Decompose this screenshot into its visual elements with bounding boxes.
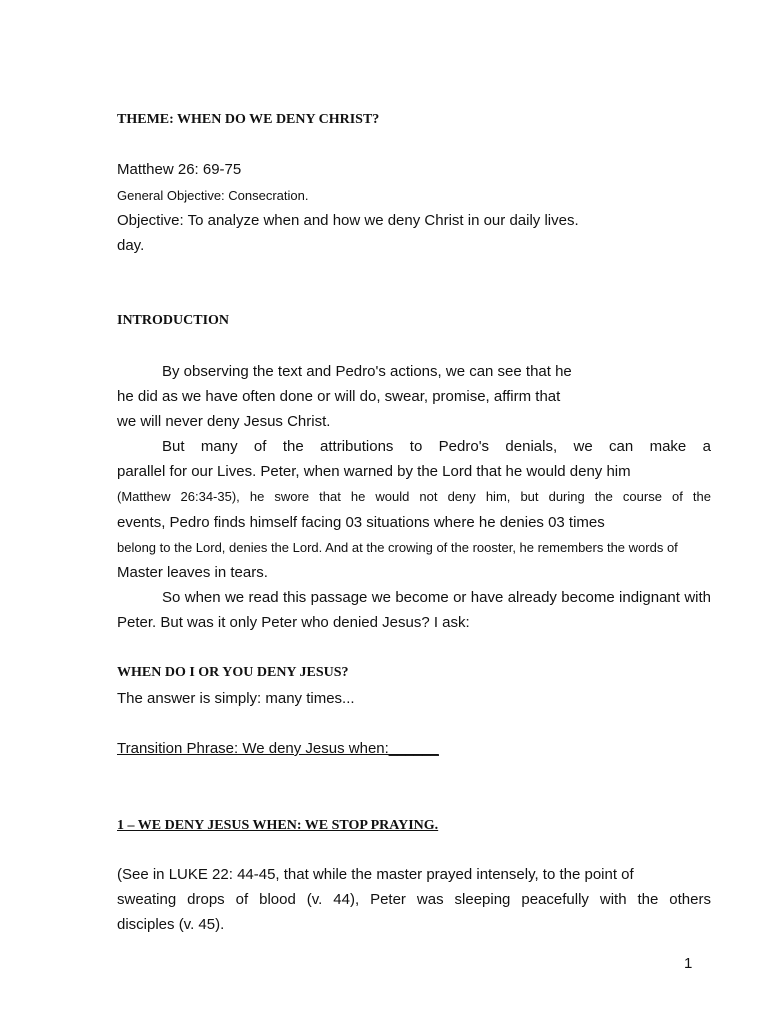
- section-1-line: (See in LUKE 22: 44-45, that while the master prayed intensely, to the point of: [117, 866, 634, 883]
- intro-paragraph-line: events, Pedro finds himself facing 03 situations where he denies 03 times: [117, 514, 605, 531]
- page-number: 1: [684, 955, 693, 972]
- theme-heading: THEME: WHEN DO WE DENY CHRIST?: [117, 112, 380, 127]
- introduction-heading: INTRODUCTION: [117, 313, 230, 328]
- intro-paragraph-line: he did as we have often done or will do, swear, promise, affirm that: [117, 388, 561, 405]
- intro-paragraph-line: (Matthew 26:34-35), he swore that he would not deny him, but during the course of the: [117, 489, 711, 504]
- objective: Objective: To analyze when and how we deny Christ in our daily lives.: [117, 212, 579, 229]
- scripture-reference: Matthew 26: 69-75: [117, 161, 242, 178]
- answer-text: The answer is simply: many times...: [117, 690, 355, 707]
- intro-paragraph-line: But many of the attributions to Pedro's denials, we can make a: [162, 438, 711, 455]
- intro-paragraph-line: So when we read this passage we become or have already become indignant with: [162, 589, 711, 606]
- objective-continuation: day.: [117, 237, 145, 254]
- intro-paragraph-line: we will never deny Jesus Christ.: [117, 413, 331, 430]
- question-heading: WHEN DO I OR YOU DENY JESUS?: [117, 665, 349, 680]
- intro-paragraph-line: Master leaves in tears.: [117, 564, 268, 581]
- section-1-line: sweating drops of blood (v. 44), Peter was sleeping peacefully with the others: [117, 891, 711, 908]
- intro-paragraph-line: belong to the Lord, denies the Lord. And at the crowing of the rooster, he remembers the words of: [117, 540, 678, 555]
- intro-paragraph-line: parallel for our Lives. Peter, when warned by the Lord that he would deny him: [117, 463, 631, 480]
- intro-paragraph-line: By observing the text and Pedro's actions, we can see that he: [162, 363, 572, 380]
- section-1-heading: 1 – WE DENY JESUS WHEN: WE STOP PRAYING.: [117, 818, 439, 833]
- section-1-line: disciples (v. 45).: [117, 916, 225, 933]
- general-objective: General Objective: Consecration.: [117, 188, 309, 203]
- transition-phrase: Transition Phrase: We deny Jesus when:______: [117, 740, 439, 757]
- intro-paragraph-line: Peter. But was it only Peter who denied Jesus? I ask:: [117, 614, 470, 631]
